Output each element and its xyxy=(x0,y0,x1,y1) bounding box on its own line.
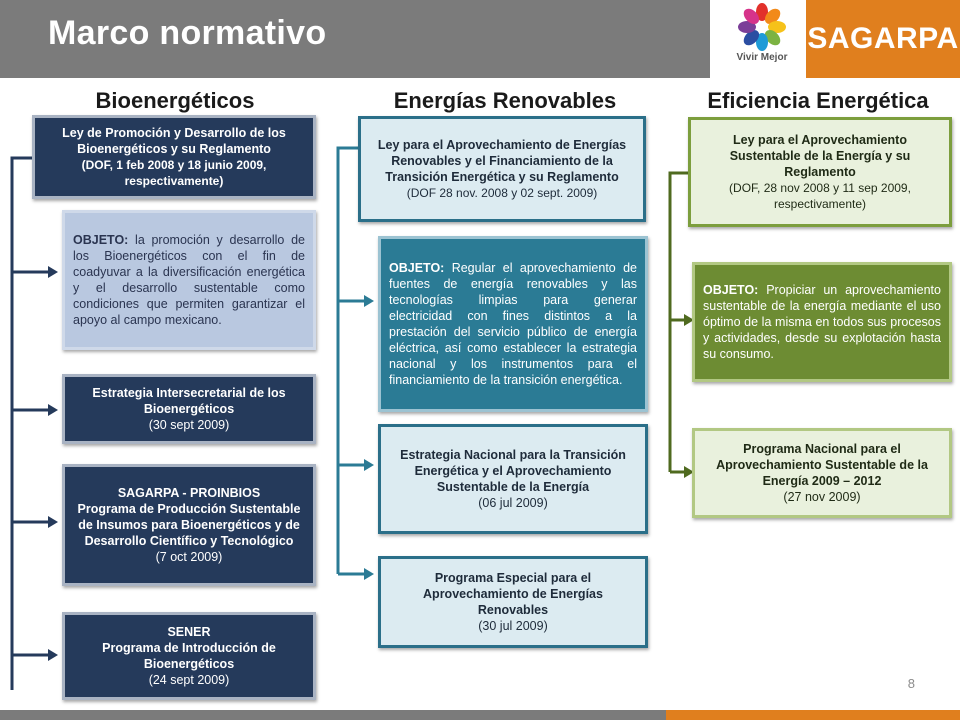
ren-ley-title: Ley para el Aprovechamiento de Energías Renovables y el Financiamiento de la Transición Energética y su Reglamento xyxy=(377,138,627,184)
bio-proinbios-date: (7 oct 2009) xyxy=(155,550,223,564)
efi-programa-box xyxy=(692,428,952,518)
ren-estrategia-box xyxy=(378,424,648,534)
efi-objeto-box xyxy=(692,262,952,382)
ren-programa-date: (30 jul 2009) xyxy=(478,619,548,633)
ren-trunk-line xyxy=(338,148,360,574)
ren-programa-title: Programa Especial para el Aprovechamiento de Energías Renovables xyxy=(423,571,603,617)
ren-estrategia-title: Estrategia Nacional para la Transición Energética y el Aprovechamiento Sustentable de la Energía xyxy=(400,448,626,494)
bio-objeto-text: la promoción y desarrollo de los Bioenergéticos con el fin de coadyuvar a la diversificación energética y el desarrollo sustentable como condiciones que permiten garantizar el apoyo al campo mexicano. xyxy=(73,233,305,327)
page-number: 8 xyxy=(907,676,915,691)
bio-estrategia-title: Estrategia Intersecretarial de los Bioenergéticos xyxy=(92,386,286,416)
bio-proinbios-title: SAGARPA - PROINBIOS Programa de Producción Sustentable de Insumos para Bioenergéticos y de Desarrollo Científico y Tecnológico xyxy=(77,486,301,548)
ren-programa-box xyxy=(378,556,648,648)
heading-bioenergeticos: Bioenergéticos xyxy=(95,88,255,113)
heading-energias-renovables: Energías Renovables xyxy=(393,88,617,113)
bio-estrategia-box xyxy=(62,374,316,444)
bio-objeto-label: OBJETO: xyxy=(73,233,129,247)
ren-ley-detail: (DOF 28 nov. 2008 y 02 sept. 2009) xyxy=(406,186,598,200)
efi-objeto-text: Propiciar un aprovechamiento sustentable de la energía mediante el uso óptimo de la misma en todos sus procesos y actividades, desde su explotación hasta su consumo. xyxy=(703,283,941,361)
logo-caption: Vivir Mejor xyxy=(736,52,788,63)
efi-ley-title: Ley para el Aprovechamiento Sustentable de la Energía y su Reglamento xyxy=(729,133,911,179)
bio-proinbios-box xyxy=(62,464,316,586)
brand-logo: SAGARPA xyxy=(807,22,959,55)
bio-ley-detail: (DOF, 1 feb 2008 y 18 junio 2009, respectivamente) xyxy=(81,158,267,188)
ren-ley-box xyxy=(358,116,646,222)
page-title: Marco normativo xyxy=(48,14,327,52)
bio-ley-title: Ley de Promoción y Desarrollo de los Bioenergéticos y su Reglamento xyxy=(62,126,286,156)
bio-ley-box xyxy=(32,115,316,199)
footer-bar-orange xyxy=(666,710,960,720)
bio-sener-date: (24 sept 2009) xyxy=(148,673,230,687)
efi-programa-title: Programa Nacional para el Aprovechamiento Sustentable de la Energía 2009 – 2012 xyxy=(716,442,928,488)
efi-ley-box xyxy=(688,117,952,227)
heading-eficiencia-energetica: Eficiencia Energética xyxy=(707,88,929,113)
bio-objeto-box xyxy=(62,210,316,350)
efi-ley-detail: (DOF, 28 nov 2008 y 11 sep 2009, respectivamente) xyxy=(729,181,911,211)
efi-programa-date: (27 nov 2009) xyxy=(783,490,861,504)
efi-objeto-label: OBJETO: xyxy=(703,283,759,297)
footer-bar-gray xyxy=(0,710,666,720)
ren-objeto-label: OBJETO: xyxy=(389,261,445,275)
ren-estrategia-date: (06 jul 2009) xyxy=(478,496,548,510)
bio-sener-box xyxy=(62,612,316,700)
bio-sener-title: SENER Programa de Introducción de Bioenergéticos xyxy=(102,625,276,671)
ren-objeto-text: Regular el aprovechamiento de fuentes de energía renovables y las tecnologías limpias para generar electricidad con fines distintos a la prestación del servicio público de energía eléctrica, así como establecer la estrategia nacional y los instrumentos para el financiamiento de la transición energética. xyxy=(389,261,637,387)
bio-estrategia-date: (30 sept 2009) xyxy=(148,418,230,432)
ren-objeto-box xyxy=(378,236,648,412)
bio-trunk-line xyxy=(12,158,34,690)
